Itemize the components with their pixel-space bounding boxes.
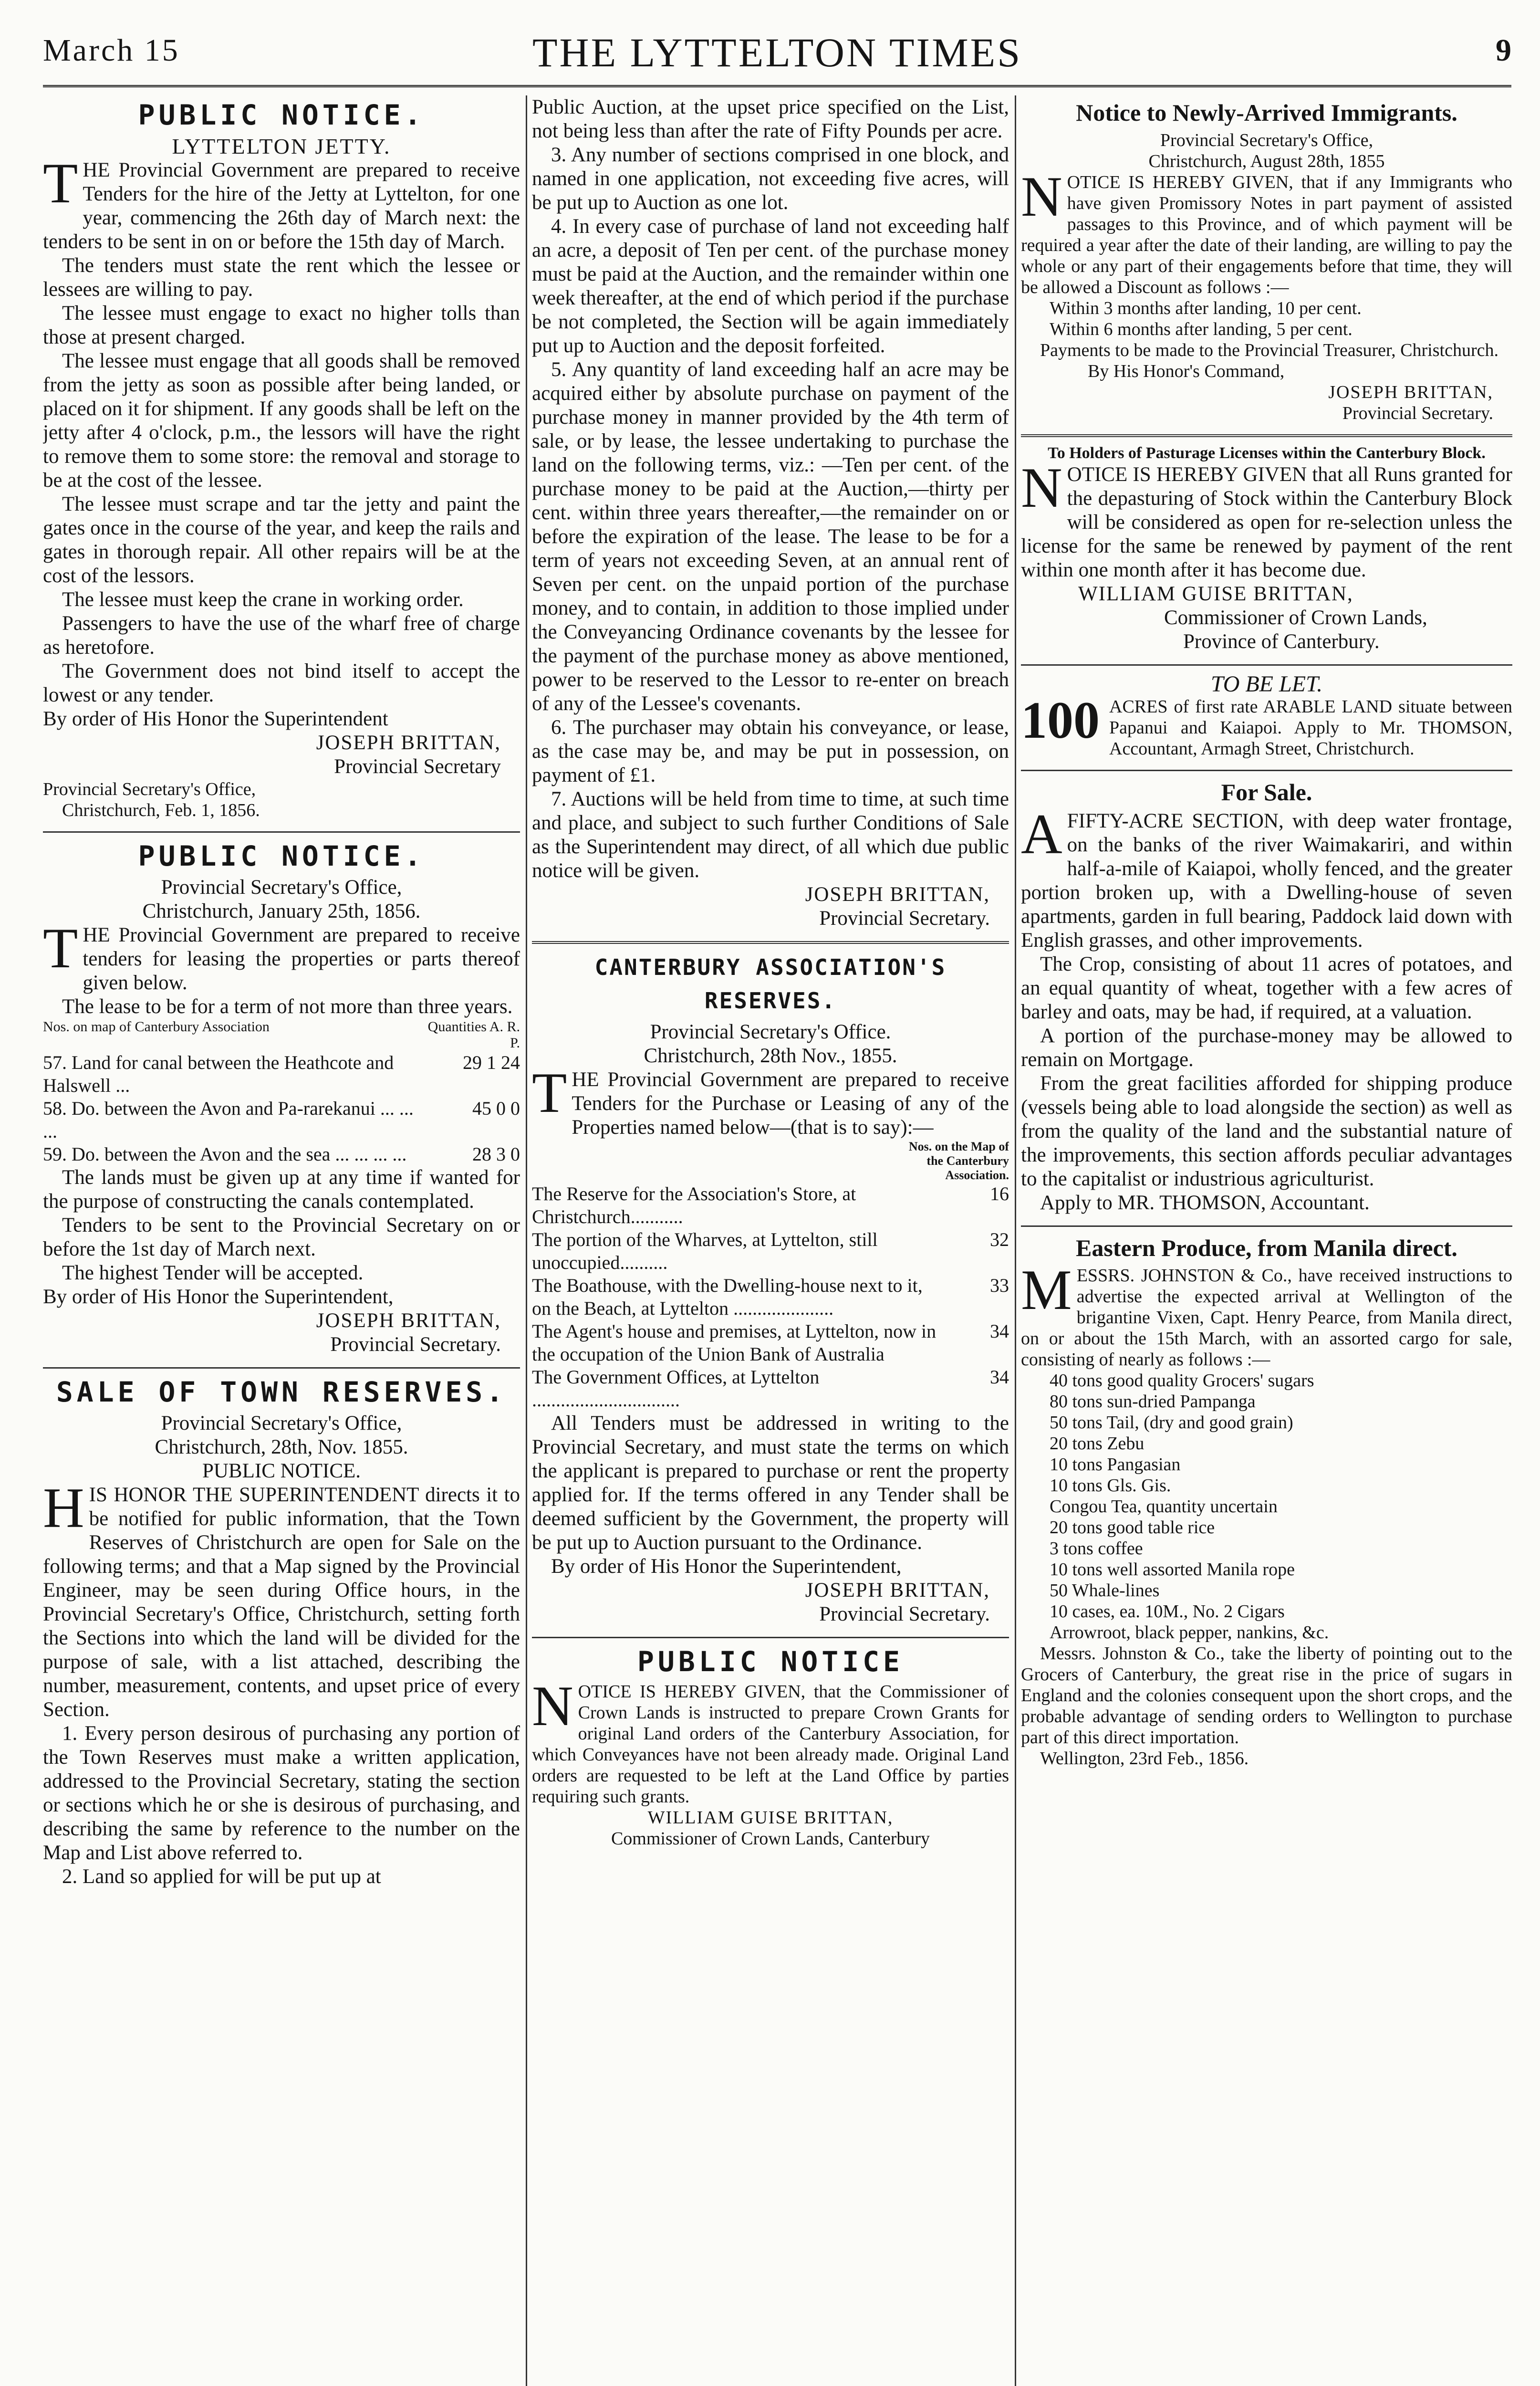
paragraph: The tenders must state the rent which the lessee or lessees are willing to pay. xyxy=(43,254,520,301)
paragraph: By His Honor's Command, xyxy=(1088,361,1285,381)
notice-heading: Notice to Newly-Arrived Immigrants. xyxy=(1076,99,1457,126)
advert-heading: TO BE LET. xyxy=(1210,671,1323,697)
signature-title: Provincial Secretary. xyxy=(819,1603,990,1625)
drop-cap: N xyxy=(1021,456,1062,519)
divider xyxy=(1021,434,1512,437)
row-label: The Agent's house and premises, at Lyttelton, now in the occupation of the Union Bank of Australia xyxy=(532,1320,936,1365)
column-header: Nos. on the Map of the Canterbury Association. xyxy=(908,1140,1009,1182)
notice-immigrants xyxy=(1021,98,1512,424)
cargo-item: 40 tons good quality Grocers' sugars xyxy=(1050,1371,1314,1391)
notice-subheading: PUBLIC NOTICE. xyxy=(202,1460,361,1482)
signature-title: Commissioner of Crown Lands, xyxy=(1164,607,1427,629)
cargo-item: 20 tons good table rice xyxy=(1050,1517,1215,1538)
table-row xyxy=(532,1366,1009,1412)
divider xyxy=(43,831,520,833)
paragraph: By order of His Honor the Superintendent, xyxy=(551,1555,902,1578)
column-3 xyxy=(1021,95,1512,2386)
column-header: Nos. on map of Canterbury Association xyxy=(43,1019,270,1035)
drop-cap: T xyxy=(532,1061,567,1124)
notice-association-reserves xyxy=(532,951,1009,1626)
column-rule xyxy=(526,95,527,2386)
row-label: The Government Offices, at Lyttelton ............................... xyxy=(532,1366,820,1411)
paragraph: By order of His Honor the Superintendent xyxy=(43,708,388,730)
advert-heading: Eastern Produce, from Manila direct. xyxy=(1076,1235,1457,1261)
cargo-item: 3 tons coffee xyxy=(1050,1538,1143,1559)
paragraph: The lease to be for a term of not more than three years. xyxy=(62,995,513,1018)
cargo-item: 80 tons sun-dried Pampanga xyxy=(1050,1392,1256,1412)
divider xyxy=(1021,770,1512,771)
cargo-item: 50 Whale-lines xyxy=(1050,1580,1160,1601)
notice-crown-grants xyxy=(532,1645,1009,1849)
signature-title: Provincial Secretary. xyxy=(819,907,990,930)
office-date: Christchurch, Feb. 1, 1856. xyxy=(62,800,260,820)
signature-title: Provincial Secretary. xyxy=(1342,403,1493,423)
paragraph: The lands must be given up at any time if wanted for the purpose of constructing the canals contemplated. xyxy=(43,1166,520,1213)
map-number: 34 xyxy=(990,1366,1009,1388)
row-label: The Boathouse, with the Dwelling-house next to it, on the Beach, at Lyttelton ..................... xyxy=(532,1275,923,1319)
paragraph: The lessee must keep the crane in working order. xyxy=(62,588,464,611)
discount-line: Within 6 months after landing, 5 per cent. xyxy=(1050,319,1353,339)
paragraph: The Crop, consisting of about 11 acres of potatoes, and an equal quantity of wheat, together with a few acres of barley and oats, may be had, if required, at a valuation. xyxy=(1021,953,1512,1023)
paragraph: The lessee must engage that all goods shall be removed from the jetty as soon as possible after being landed, or placed on it for shipment. If any goods shall be left on the jetty after 4 o'clock, p.m., the lessors will have the right to remove them to some store: the removal and storage to be at the cost of the lessee. xyxy=(43,350,520,492)
signature-name: JOSEPH BRITTAN, xyxy=(316,732,501,754)
cargo-item: 10 cases, ea. 10M., No. 2 Cigars xyxy=(1050,1601,1285,1622)
signature-title: Provincial Secretary. xyxy=(330,1333,501,1356)
acres: 45 xyxy=(472,1098,491,1119)
notice-leasing-properties xyxy=(43,839,520,1357)
signature-title: Commissioner of Crown Lands, Canterbury xyxy=(611,1829,930,1849)
table-row xyxy=(43,1097,520,1143)
signature-name: WILLIAM GUISE BRITTAN, xyxy=(1078,583,1353,605)
notice-heading: CANTERBURY ASSOCIATION'S RESERVES. xyxy=(594,954,947,1014)
roods: 0 xyxy=(496,1098,506,1119)
acreage-number: 100 xyxy=(1021,691,1100,749)
map-number: 33 xyxy=(990,1275,1009,1296)
paragraph: Payments to be made to the Provincial Treasurer, Christchurch. xyxy=(1040,340,1498,360)
paragraph: Passengers to have the use of the wharf free of charge as heretofore. xyxy=(43,612,520,659)
masthead-rule xyxy=(43,85,1511,87)
notice-heading: PUBLIC NOTICE. xyxy=(138,99,425,131)
paragraph: ACRES of first rate ARABLE LAND situate between Papanui and Kaiapoi. Apply to Mr. THOMSON, Accountant, Armagh Street, Christchurch. xyxy=(1109,697,1512,759)
column-2 xyxy=(532,95,1009,2386)
drop-cap: A xyxy=(1021,802,1062,866)
masthead xyxy=(43,29,1511,81)
advert-manila-produce xyxy=(1021,1234,1512,1769)
paragraph: HE Provincial Government are prepared to receive tenders for leasing the properties or parts thereof given below. xyxy=(83,924,520,994)
office-line: Provincial Secretary's Office, xyxy=(43,779,256,799)
table-row xyxy=(532,1320,1009,1366)
advert-for-sale xyxy=(1021,778,1512,1215)
notice-pasturage xyxy=(1021,444,1512,654)
notice-lyttelton-jetty xyxy=(43,98,520,821)
cargo-item: 50 tons Tail, (dry and good grain) xyxy=(1050,1413,1293,1433)
signature-name: JOSEPH BRITTAN, xyxy=(1328,382,1493,402)
lease-table xyxy=(43,1019,520,1166)
row-label: The portion of the Wharves, at Lyttelton, still unoccupied.......... xyxy=(532,1229,878,1273)
map-number: 32 xyxy=(990,1229,1009,1250)
notice-subheading: LYTTELTON JETTY. xyxy=(172,134,391,158)
paragraph: HE Provincial Government are prepared to receive Tenders for the hire of the Jetty at Lyttelton, for one year, commencing the 26th day of March next: the tenders to be sent in on or before the 15th day of March. xyxy=(43,159,520,253)
paragraph: ESSRS. JOHNSTON & Co., have received instructions to advertise the expected arrival at Wellington of the brigantine Vixen, Capt. Henry Pearce, from Manila direct, on or about the 15th March, with an assorted cargo for sale, consisting of nearly as follows :— xyxy=(1021,1266,1512,1370)
table-row xyxy=(532,1228,1009,1274)
reserves-table xyxy=(532,1183,1009,1412)
paragraph: OTICE IS HEREBY GIVEN that all Runs granted for the depasturing of Stock within the Canterbury Block will be considered as open for re-selection unless the license for the same be renewed by payment of the rent within one month after it has become due. xyxy=(1021,463,1512,581)
table-row xyxy=(532,1274,1009,1320)
paragraph: From the great facilities afforded for shipping produce (vessels being able to load alongside the section) as well as from the quality of the land and the substantial nature of the improvements, this section affords peculiar advantages to the capitalist or industrious agriculturist. xyxy=(1021,1072,1512,1190)
row-label: 59. Do. between the Avon and the sea ... ... ... ... xyxy=(43,1143,407,1165)
paragraph: The lessee must scrape and tar the jetty and paint the gates once in the course of the year, and keep the rails and gates in thorough repair. All other repairs will be at the cost of the lessors. xyxy=(43,493,520,587)
paragraph: A portion of the purchase-money may be allowed to remain on Mortgage. xyxy=(1021,1025,1512,1071)
drop-cap: M xyxy=(1021,1258,1072,1321)
divider xyxy=(1021,1225,1512,1227)
paragraph: The lessee must engage to exact no higher tolls than those at present charged. xyxy=(43,302,520,348)
cargo-item: Arrowroot, black pepper, nankins, &c. xyxy=(1050,1622,1329,1643)
office-line: Provincial Secretary's Office, xyxy=(161,876,402,899)
page-number: 9 xyxy=(1496,33,1511,68)
signature-name: WILLIAM GUISE BRITTAN, xyxy=(647,1808,894,1828)
paragraph: 2. Land so applied for will be put up at xyxy=(62,1865,381,1888)
drop-cap: T xyxy=(43,151,78,215)
notice-town-reserves xyxy=(43,1375,520,1889)
paragraph: 5. Any quantity of land exceeding half an acre may be acquired either by absolute purchase on payment of the purchase money in manner provided by the 4th term of sale, or by lease, the lessee undertaking to purchase the land on the following terms, viz.: —Ten per cent. of the purchase money to be paid at the Auction,—thirty per cent. within three years thereafter,—the remainder on or before the expiration of the lease. The lease to be for a term of years not exceeding Seven, at an annual rent of Seven per cent. on the unpaid portion of the purchase money, and to contain, in addition to those implied under the Conveyancing Ordinance covenants by the lessee for the payment of the purchase money as above mentioned, power to be reserved to the Lessor to re-enter on breach of any of the Lessee's covenants. xyxy=(532,358,1009,715)
office-date: Christchurch, 28th, Nov. 1855. xyxy=(155,1436,408,1458)
table-row xyxy=(532,1183,1009,1228)
acres: 28 xyxy=(472,1143,491,1165)
drop-cap: H xyxy=(43,1476,84,1539)
map-number: 34 xyxy=(990,1320,1009,1342)
roods: 3 xyxy=(496,1143,506,1165)
column-rule xyxy=(1015,95,1016,2386)
paragraph: HE Provincial Government are prepared to receive Tenders for the Purchase or Leasing of any of the Properties named below—(that is to say):— xyxy=(572,1068,1009,1139)
office-date: Christchurch, January 25th, 1856. xyxy=(142,900,421,922)
signature-name: JOSEPH BRITTAN, xyxy=(316,1309,501,1332)
row-label: The Reserve for the Association's Store, at Christchurch........... xyxy=(532,1183,856,1227)
paragraph: FIFTY-ACRE SECTION, with deep water frontage, on the banks of the river Waimakariri, and within half-a-mile of Kaiapoi, wholly fenced, and the greater portion broken up, with a Dwelling-house of seven apartments, garden in full bearing, Paddock laid down with English grasses, and other improvements. xyxy=(1021,810,1512,952)
perches: 24 xyxy=(501,1052,520,1073)
paragraph: Messrs. Johnston & Co., take the liberty of pointing out to the Grocers of Canterbury, the great rise in the price of sugars in England and the colonies consequent upon the short crops, and the probable advantage of sending orders to Wellington to purchase part of this direct importation. xyxy=(1021,1643,1512,1748)
cargo-item: 10 tons Pangasian xyxy=(1050,1455,1181,1475)
cargo-item: Congou Tea, quantity uncertain xyxy=(1050,1496,1278,1517)
row-label: 57. Land for canal between the Heathcote and Halswell ... xyxy=(43,1052,394,1096)
paragraph: Public Auction, at the upset price specified on the List, not being less than after the rate of Fifty Pounds per acre. xyxy=(532,96,1009,142)
signature-title: Provincial Secretary xyxy=(334,755,501,778)
paragraph: 7. Auctions will be held from time to time, at such time and place, and subject to such further Conditions of Sale as the Superintendent may direct, of all which due public notice will be given. xyxy=(532,788,1009,882)
cargo-item: 20 tons Zebu xyxy=(1050,1434,1145,1454)
map-number: 16 xyxy=(990,1183,1009,1204)
paragraph: OTICE IS HEREBY GIVEN, that the Commissioner of Crown Lands is instructed to prepare Crown Grants for original Land orders of the Canterbury Association, for which Conveyances have not been already made. Original Land orders are requested to be left at the Land Office by parties requiring such grants. xyxy=(532,1682,1009,1807)
paragraph: Apply to MR. THOMSON, Accountant. xyxy=(1040,1192,1370,1214)
drop-cap: N xyxy=(532,1674,573,1737)
paragraph: Tenders to be sent to the Provincial Secretary on or before the 1st day of March next. xyxy=(43,1214,520,1260)
office-line: Provincial Secretary's Office, xyxy=(161,1412,402,1434)
table-row xyxy=(43,1051,520,1097)
paragraph: By order of His Honor the Superintendent, xyxy=(43,1286,394,1308)
paragraph: IS HONOR THE SUPERINTENDENT directs it to be notified for public information, that the Town Reserves of Christchurch are open for Sale on the following terms; and that a Map signed by the Provincial Engineer, may be seen during Office hours, in the Provincial Secretary's Office, Christchurch, setting forth the Sections into which the land will be divided for the purpose of sale, with a list attached, describing the number, measurement, contents, and upset price of every Section. xyxy=(43,1484,520,1721)
column-1 xyxy=(43,95,520,2386)
cargo-item: 10 tons well assorted Manila rope xyxy=(1050,1559,1295,1580)
notice-heading: To Holders of Pasturage Licenses within the Canterbury Block. xyxy=(1048,444,1486,462)
paragraph: All Tenders must be addressed in writing to the Provincial Secretary, and must state the terms on which the applicant is prepared to purchase or rent the property applied for. If the terms offered in any Tender shall be deemed sufficient by the Government, the property will be put up to Auction pursuant to the Ordinance. xyxy=(532,1412,1009,1554)
notice-heading: PUBLIC NOTICE xyxy=(637,1645,904,1678)
divider xyxy=(43,1367,520,1369)
perches: 0 xyxy=(510,1098,520,1119)
paragraph: OTICE IS HEREBY GIVEN, that if any Immigrants who have given Promissory Notes in part payment of assisted passages to this Province, and of which payment will be required a year after the date of their landing, are willing to pay the whole or any part of their engagements before that time, they will be allowed a Discount as follows :— xyxy=(1021,172,1512,297)
acres: 29 xyxy=(463,1052,482,1073)
office-date: Christchurch, August 28th, 1855 xyxy=(1148,151,1385,171)
paragraph: 3. Any number of sections comprised in one block, and named in one application, not exceeding five acres, will be put up to Auction as one lot. xyxy=(532,144,1009,214)
paragraph: The highest Tender will be accepted. xyxy=(62,1262,364,1284)
drop-cap: N xyxy=(1021,165,1062,228)
notice-heading: PUBLIC NOTICE. xyxy=(138,840,425,872)
divider xyxy=(1021,664,1512,666)
notice-heading: SALE OF TOWN RESERVES. xyxy=(56,1376,507,1408)
roods: 1 xyxy=(487,1052,496,1073)
issue-date: March 15 xyxy=(43,33,180,68)
advert-heading: For Sale. xyxy=(1221,779,1312,806)
perches: 0 xyxy=(510,1143,520,1165)
signature-place: Province of Canterbury. xyxy=(1183,630,1380,653)
column-header: Quantities A. R. P. xyxy=(427,1019,520,1051)
table-header xyxy=(43,1019,520,1051)
discount-line: Within 3 months after landing, 10 per cent. xyxy=(1050,298,1362,318)
paragraph: The Government does not bind itself to accept the lowest or any tender. xyxy=(43,660,520,706)
town-reserves-continued xyxy=(532,95,1009,931)
divider xyxy=(532,1637,1009,1638)
paragraph: 1. Every person desirous of purchasing any portion of the Town Reserves must make a written application, addressed to the Provincial Secretary, stating the section or sections which he or she is desirous of purchasing, and describing the same by reference to the number on the Map and List above referred to. xyxy=(43,1722,520,1864)
paragraph: 4. In every case of purchase of land not exceeding half an acre, a deposit of Ten per cent. of the purchase money must be paid at the Auction, and the remainder within one week thereafter, at the end of which period if the purchase be not completed, the Section will be again immediately put up to Auction and the deposit forfeited. xyxy=(532,215,1009,357)
office-line: Provincial Secretary's Office, xyxy=(1160,130,1374,150)
advert-to-let xyxy=(1021,672,1512,759)
office-date: Christchurch, 28th Nov., 1855. xyxy=(644,1045,897,1067)
signature-name: JOSEPH BRITTAN, xyxy=(805,883,990,906)
cargo-item: 10 tons Gls. Gis. xyxy=(1050,1476,1171,1496)
paragraph: 6. The purchaser may obtain his conveyance, or lease, as the case may be, and may be put in possession, on payment of £1. xyxy=(532,716,1009,786)
advert-date: Wellington, 23rd Feb., 1856. xyxy=(1040,1748,1249,1769)
row-label: 58. Do. between the Avon and Pa-rarekanui ... ... ... xyxy=(43,1098,414,1142)
office-line: Provincial Secretary's Office. xyxy=(650,1021,891,1043)
drop-cap: T xyxy=(43,916,78,980)
signature-name: JOSEPH BRITTAN, xyxy=(805,1579,990,1601)
divider xyxy=(532,941,1009,944)
table-row xyxy=(43,1143,520,1166)
newspaper-title: THE LYTTELTON TIMES xyxy=(532,30,1022,75)
